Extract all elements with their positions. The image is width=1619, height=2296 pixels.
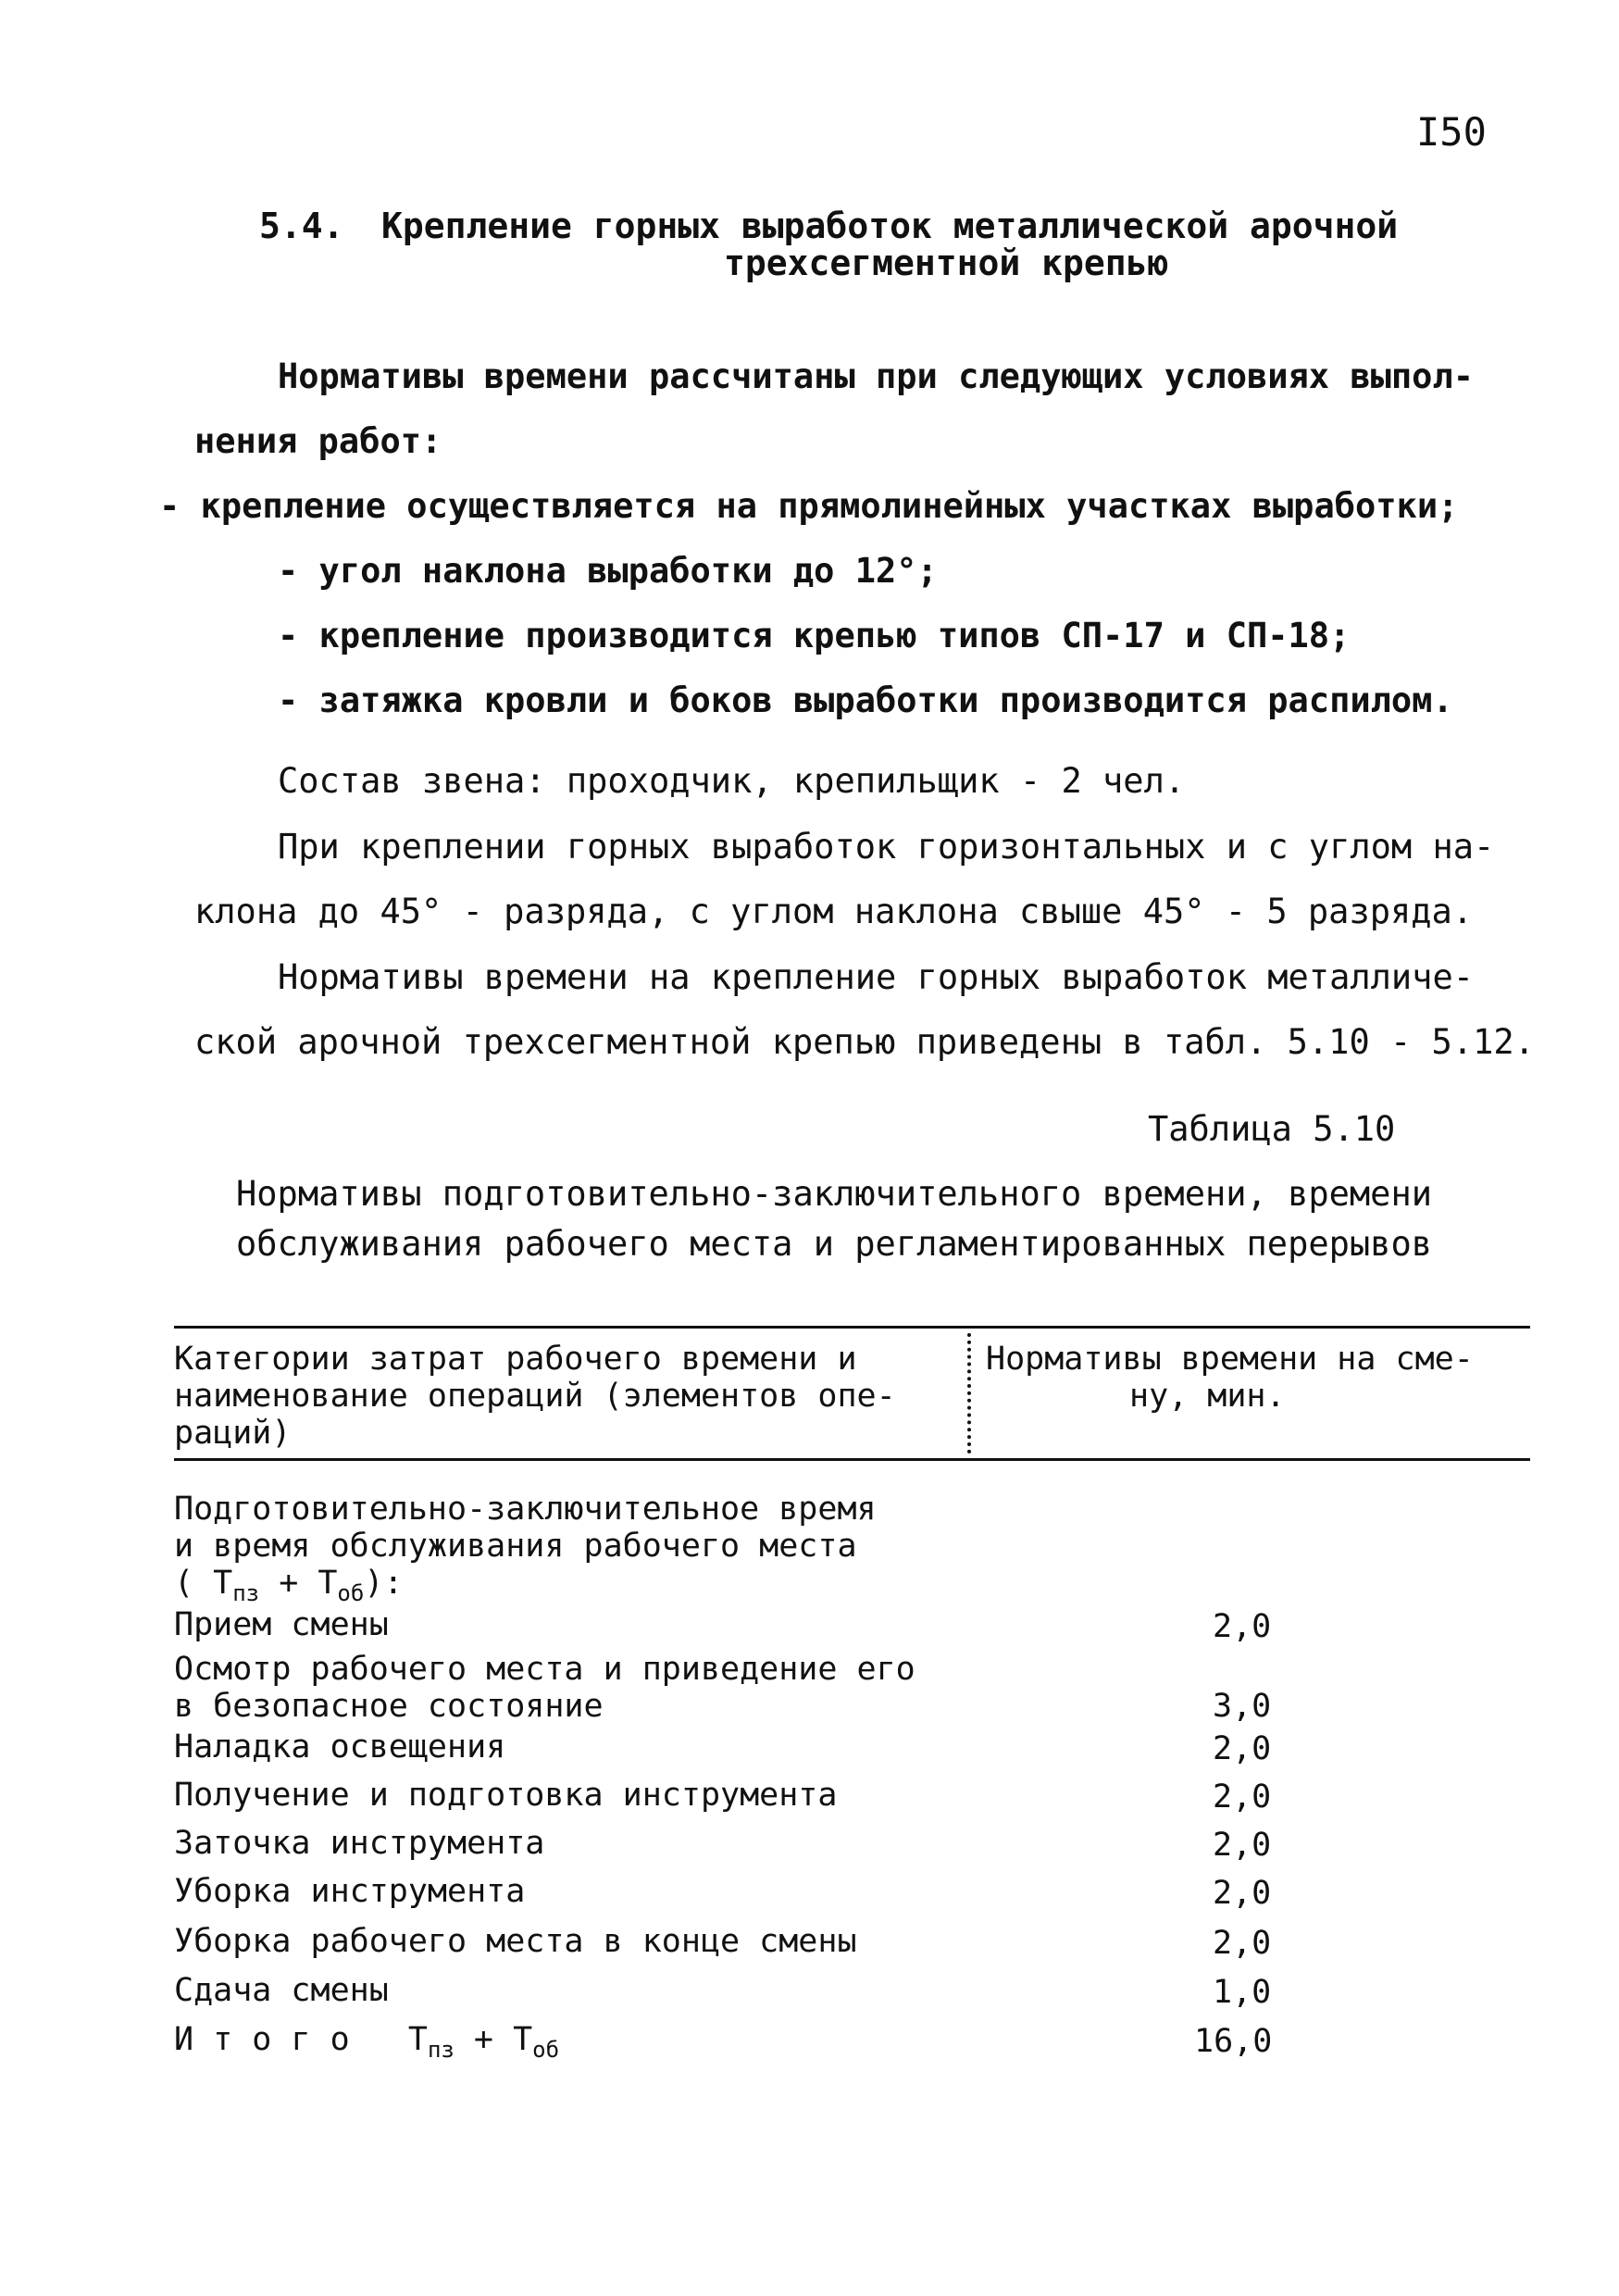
row-name-4: Получение и подготовка инструмента bbox=[174, 1777, 838, 1814]
table-label: Таблица 5.10 bbox=[1148, 1109, 1396, 1149]
section-title-line2: трехсегментной крепью bbox=[724, 243, 1169, 283]
table-top-rule bbox=[174, 1326, 1530, 1329]
table-header-rule bbox=[174, 1458, 1530, 1461]
row-value-8: 1,0 bbox=[1213, 1974, 1272, 2011]
row-name-6: Уборка инструмента bbox=[174, 1873, 526, 1910]
group-title bbox=[174, 1491, 877, 1612]
row-value-5: 2,0 bbox=[1213, 1827, 1272, 1864]
header-col1-line2: наименование операций (элементов опе- bbox=[174, 1378, 896, 1415]
reference-line2: ской арочной трехсегментной крепью приведены в табл. 5.10 - 5.12. bbox=[194, 1022, 1535, 1062]
conditions-intro-line1: Нормативы времени рассчитаны при следующих условиях выпол- bbox=[278, 356, 1475, 396]
row-name-5: Заточка инструмента bbox=[174, 1825, 545, 1862]
group-symbol: ( $T_{пз} + T_{об}$): bbox=[174, 1565, 404, 1606]
row-value-6: 2,0 bbox=[1213, 1875, 1272, 1912]
header-col2-line2: ну, мин. bbox=[1129, 1378, 1286, 1415]
row-value-3: 2,0 bbox=[1213, 1730, 1272, 1767]
section-title-line1: Крепление горных выработок металлической арочной bbox=[381, 206, 1399, 246]
row-value-4: 2,0 bbox=[1213, 1778, 1272, 1816]
row-name-3: Наладка освещения bbox=[174, 1728, 506, 1766]
total-label: И т о г о $T_{пз} + T_{об}$ bbox=[174, 2021, 560, 2063]
condition-item-2: - угол наклона выработки до 12°; bbox=[278, 551, 938, 591]
reference-line1: Нормативы времени на крепление горных выработок металличе- bbox=[278, 957, 1475, 997]
table-header-col1 bbox=[174, 1341, 896, 1452]
page-number: I50 bbox=[1416, 109, 1487, 155]
header-col1-line3: раций) bbox=[174, 1415, 292, 1452]
grade-line2: клона до 45° - разряда, с углом наклона свыше 45° - 5 разряда. bbox=[194, 892, 1474, 931]
grade-line1: При креплении горных выработок горизонтальных и с углом на- bbox=[278, 827, 1495, 867]
row-value-2: 3,0 bbox=[1213, 1688, 1272, 1725]
table-header-col2 bbox=[986, 1341, 1474, 1415]
row-name-8: Сдача смены bbox=[174, 1972, 389, 2009]
group-title-line2: и время обслуживания рабочего места bbox=[174, 1528, 857, 1565]
conditions-intro-line2: нения работ: bbox=[194, 421, 442, 461]
row-value-1: 2,0 bbox=[1213, 1608, 1272, 1645]
header-col2-line1: Нормативы времени на сме- bbox=[986, 1341, 1474, 1378]
header-col1-line1: Категории затрат рабочего времени и bbox=[174, 1341, 857, 1378]
condition-item-1: - крепление осуществляется на прямолинейных участках выработки; bbox=[159, 486, 1459, 526]
group-title-line1: Подготовительно-заключительное время bbox=[174, 1491, 877, 1528]
table-header-divider bbox=[967, 1333, 971, 1454]
row-name-2: Осмотр рабочего места и приведение его в безопасное состояние bbox=[174, 1651, 915, 1725]
row-name-7: Уборка рабочего места в конце смены bbox=[174, 1923, 857, 1960]
total-value: 16,0 bbox=[1194, 2023, 1273, 2060]
table-caption-line1: Нормативы подготовительно-заключительного времени, времени bbox=[236, 1174, 1433, 1214]
section-number: 5.4. bbox=[259, 206, 344, 246]
condition-item-3: - крепление производится крепью типов СП-17 и СП-18; bbox=[278, 616, 1351, 655]
table-caption-line2: обслуживания рабочего места и регламентированных перерывов bbox=[236, 1224, 1433, 1264]
row-value-7: 2,0 bbox=[1213, 1925, 1272, 1962]
row-name-1: Прием смены bbox=[174, 1606, 389, 1643]
crew-composition: Состав звена: проходчик, крепильщик - 2 чел. bbox=[278, 761, 1186, 801]
condition-item-4: - затяжка кровли и боков выработки производится распилом. bbox=[278, 680, 1453, 720]
